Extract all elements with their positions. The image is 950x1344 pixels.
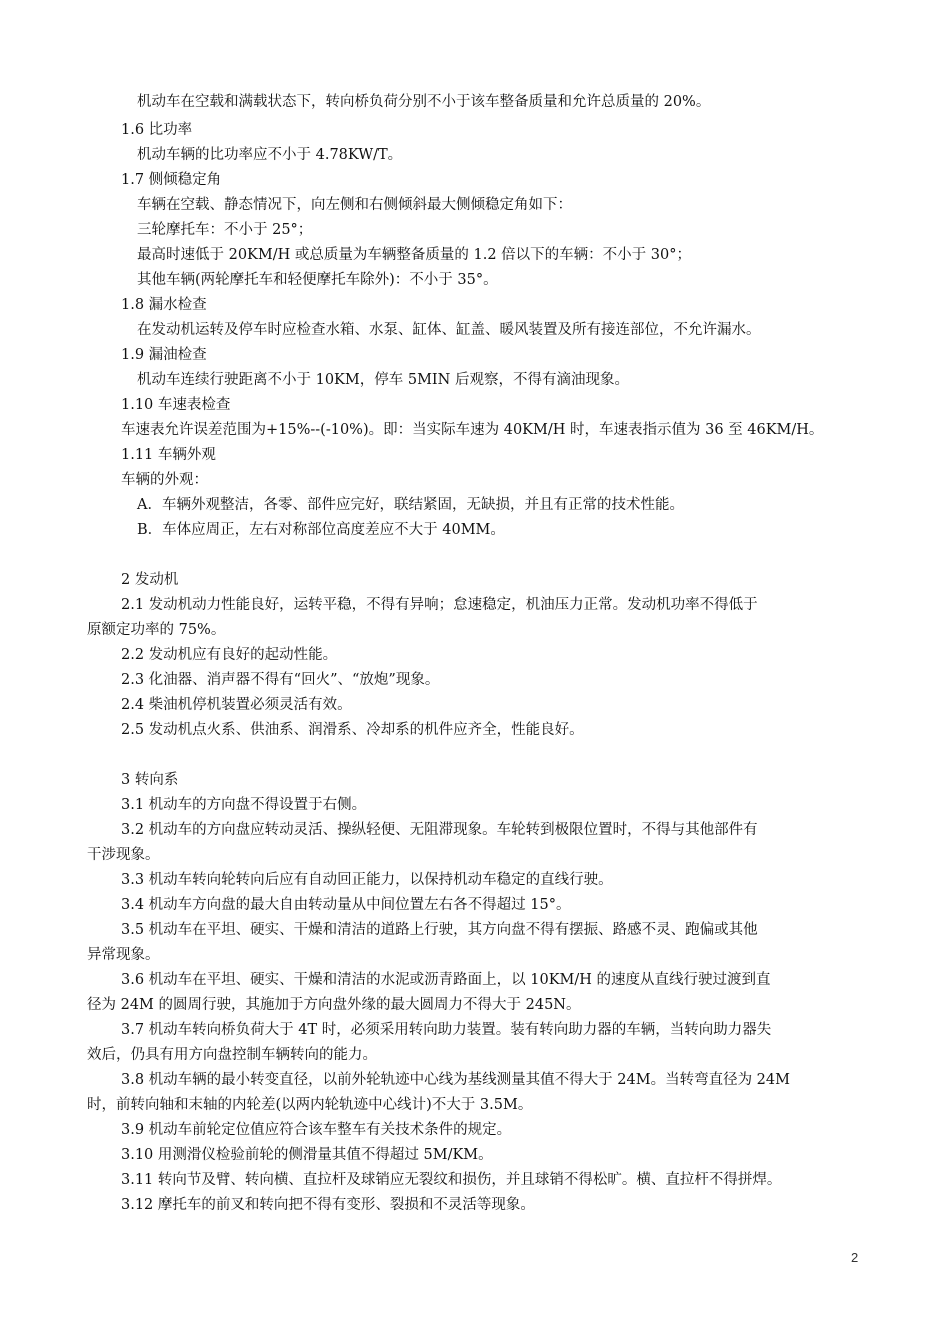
text-line: 车辆的外观： — [121, 472, 208, 488]
text-line: 最高时速低于 20KM/H 或总质量为车辆整备质量的 1.2 倍以下的车辆：不小于 30°； — [137, 247, 691, 263]
text-line: 车速表允许误差范围为+15%--(-10%)。即：当实际车速为 40KM/H 时，车速表指示值为 36 至 46KM/H。 — [121, 422, 824, 438]
text-line: 2.3 化油器、消声器不得有“回火”、“放炮”现象。 — [121, 672, 440, 688]
text-line: 3.12 摩托车的前叉和转向把不得有变形、裂损和不灵活等现象。 — [121, 1197, 535, 1213]
text-line: 径为 24M 的圆周行驶，其施加于方向盘外缘的最大圆周力不得大于 245N。 — [87, 997, 581, 1013]
text-line: 3.1 机动车的方向盘不得设置于右侧。 — [121, 797, 367, 813]
text-line: 三轮摩托车：不小于 25°； — [137, 222, 313, 238]
list-item: A．车辆外观整洁，各零、部件应完好，联结紧固，无缺损，并且有正常的技术性能。 — [137, 497, 684, 513]
section-heading: 1.6 比功率 — [121, 122, 193, 138]
text-line: 3.9 机动车前轮定位值应符合该车整车有关技术条件的规定。 — [121, 1122, 512, 1138]
text-line: 2.5 发动机点火系、供油系、润滑系、冷却系的机件应齐全，性能良好。 — [121, 722, 584, 738]
section-heading: 1.8 漏水检查 — [121, 297, 207, 313]
text-line: 2.1 发动机动力性能良好，运转平稳，不得有异响；怠速稳定，机油压力正常。发动机功率不得低于 — [121, 597, 758, 613]
section-heading: 1.11 车辆外观 — [121, 447, 216, 463]
text-line: 在发动机运转及停车时应检查水箱、水泵、缸体、缸盖、暖风装置及所有接连部位，不允许漏水。 — [137, 322, 761, 338]
text-line: 车辆在空载、静态情况下，向左侧和右侧倾斜最大侧倾稳定角如下： — [137, 197, 572, 213]
section-heading: 1.7 侧倾稳定角 — [121, 172, 222, 188]
text-line: 效后，仍具有用方向盘控制车辆转向的能力。 — [87, 1047, 377, 1063]
chapter-heading: 2 发动机 — [121, 572, 179, 588]
chapter-heading: 3 转向系 — [121, 772, 179, 788]
text-line: 机动车连续行驶距离不小于 10KM，停车 5MIN 后观察，不得有滴油现象。 — [137, 372, 629, 388]
text-line: 3.5 机动车在平坦、硬实、干燥和清洁的道路上行驶，其方向盘不得有摆振、路感不灵、跑偏或其他 — [121, 922, 758, 938]
text-line: 3.10 用测滑仪检验前轮的侧滑量其值不得超过 5M/KM。 — [121, 1147, 493, 1163]
section-heading: 1.9 漏油检查 — [121, 347, 207, 363]
text-line: 时，前转向轴和末轴的内轮差(以两内轮轨迹中心线计)不大于 3.5M。 — [87, 1097, 533, 1113]
text-line: 3.6 机动车在平坦、硬实、干燥和清洁的水泥或沥青路面上，以 10KM/H 的速度从直线行驶过渡到直 — [121, 972, 771, 988]
text-line: 3.4 机动车方向盘的最大自由转动量从中间位置左右各不得超过 15°。 — [121, 897, 571, 913]
page-number: 2 — [851, 1250, 859, 1265]
text-line: 干涉现象。 — [87, 847, 160, 863]
text-line: 2.2 发动机应有良好的起动性能。 — [121, 647, 338, 663]
text-line: 其他车辆(两轮摩托车和轻便摩托车除外)：不小于 35°。 — [137, 272, 498, 288]
section-heading: 1.10 车速表检查 — [121, 397, 231, 413]
text-line: 原额定功率的 75%。 — [87, 622, 226, 638]
list-item: B．车体应周正，左右对称部位高度差应不大于 40MM。 — [137, 522, 505, 538]
text-line: 3.8 机动车辆的最小转变直径，以前外轮轨迹中心线为基线测量其值不得大于 24M。当转弯直径为 24M — [121, 1072, 790, 1088]
text-line: 2.4 柴油机停机装置必须灵活有效。 — [121, 697, 352, 713]
text-line: 3.2 机动车的方向盘应转动灵活、操纵轻便、无阻滞现象。车轮转到极限位置时，不得与其他部件有 — [121, 822, 758, 838]
text-line: 3.7 机动车转向桥负荷大于 4T 时，必须采用转向助力装置。装有转向助力器的车辆，当转向助力器失 — [121, 1022, 772, 1038]
text-line: 3.11 转向节及臂、转向横、直拉杆及球销应无裂纹和损伤，并且球销不得松旷。横、直拉杆不得拼焊。 — [121, 1172, 782, 1188]
text-line: 3.3 机动车转向轮转向后应有自动回正能力，以保持机动车稳定的直线行驶。 — [121, 872, 613, 888]
text-line: 机动车在空载和满载状态下，转向桥负荷分别不小于该车整备质量和允许总质量的 20%。 — [137, 94, 711, 110]
text-line: 机动车辆的比功率应不小于 4.78KW/T。 — [137, 147, 403, 163]
text-line: 异常现象。 — [87, 947, 160, 963]
